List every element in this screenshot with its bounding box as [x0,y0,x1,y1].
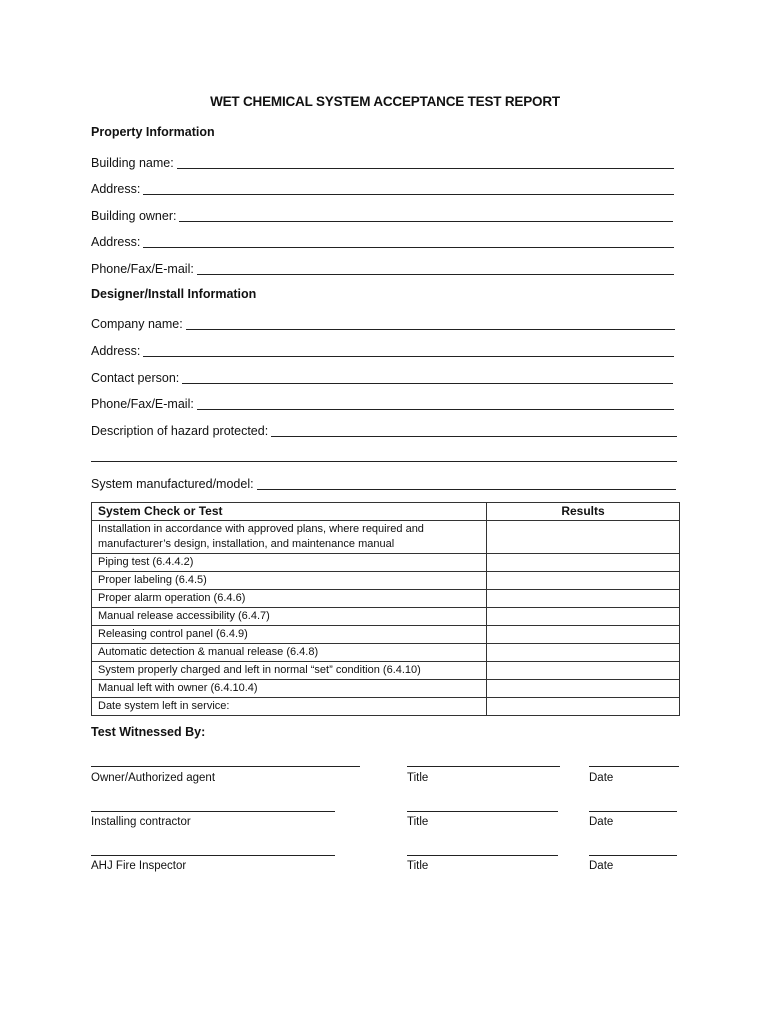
building-name-label: Building name: [91,156,174,170]
contact-person-label: Contact person: [91,371,180,385]
table-row [92,608,680,626]
check-item: Automatic detection & manual release (6.4.8) [92,644,487,662]
owner-phone-line[interactable] [197,262,674,275]
contractor-title-line[interactable] [407,811,558,812]
system-model-label: System manufactured/model: [91,477,254,491]
check-item: Date system left in service: [92,698,487,716]
table-row [92,644,680,662]
check-item: Proper alarm operation (6.4.6) [92,590,487,608]
inspector-date-label: Date [589,860,614,872]
owner-date-label: Date [589,772,614,784]
table-row [92,521,680,554]
property-address-line[interactable] [143,182,674,195]
property-info-heading: Property Information [91,125,215,139]
system-model-field[interactable] [91,475,676,491]
inspector-date-line[interactable] [589,855,677,856]
hazard-description-field[interactable] [91,422,677,438]
hazard-description-line[interactable] [271,424,677,437]
result-cell[interactable] [487,644,680,662]
inspector-title-line[interactable] [407,855,558,856]
building-name-field[interactable] [91,154,674,170]
owner-signature-line[interactable] [91,766,360,767]
table-row [92,572,680,590]
results-column-header: Results [487,503,680,521]
property-address-field[interactable] [91,180,674,196]
company-name-label: Company name: [91,317,183,331]
result-cell[interactable] [487,626,680,644]
contractor-date-label: Date [589,816,614,828]
designer-info-heading: Designer/Install Information [91,287,257,301]
company-name-field[interactable] [91,315,675,331]
check-item: Releasing control panel (6.4.9) [92,626,487,644]
building-owner-field[interactable] [91,207,673,223]
result-cell[interactable] [487,680,680,698]
system-check-table [91,502,680,716]
property-address-label: Address: [91,182,141,196]
contractor-date-line[interactable] [589,811,677,812]
system-model-line[interactable] [257,477,676,490]
designer-address-line[interactable] [143,344,674,357]
result-cell[interactable] [487,608,680,626]
check-item: System properly charged and left in normal “set” condition (6.4.10) [92,662,487,680]
table-row [92,626,680,644]
table-row [92,662,680,680]
designer-phone-line[interactable] [197,397,674,410]
inspector-signature-line[interactable] [91,855,335,856]
result-cell[interactable] [487,698,680,716]
check-column-header: System Check or Test [92,503,487,521]
result-cell[interactable] [487,572,680,590]
owner-phone-field[interactable] [91,260,674,276]
inspector-title-label: Title [407,860,429,872]
contact-person-line[interactable] [182,371,673,384]
owner-date-line[interactable] [589,766,679,767]
check-item: Installation in accordance with approved plans, where required and manufacturer’s design, installation, and maintenance manual [92,521,487,554]
witness-heading: Test Witnessed By: [91,725,206,739]
designer-address-field[interactable] [91,342,674,358]
check-item: Manual left with owner (6.4.10.4) [92,680,487,698]
table-header-row [92,503,680,521]
owner-signature-label: Owner/Authorized agent [91,772,216,784]
hazard-description-line-2[interactable] [91,461,677,462]
result-cell[interactable] [487,521,680,554]
contractor-title-label: Title [407,816,429,828]
contractor-signature-label: Installing contractor [91,816,191,828]
check-item: Manual release accessibility (6.4.7) [92,608,487,626]
building-owner-line[interactable] [179,209,673,222]
contractor-signature-line[interactable] [91,811,335,812]
table-row [92,680,680,698]
designer-phone-label: Phone/Fax/E-mail: [91,397,194,411]
table-row [92,554,680,572]
check-item: Proper labeling (6.4.5) [92,572,487,590]
designer-phone-field[interactable] [91,395,674,411]
building-name-line[interactable] [177,156,674,169]
report-title: WET CHEMICAL SYSTEM ACCEPTANCE TEST REPORT [210,94,560,109]
company-name-line[interactable] [186,317,675,330]
result-cell[interactable] [487,590,680,608]
building-owner-label: Building owner: [91,209,177,223]
owner-address-line[interactable] [143,235,674,248]
result-cell[interactable] [487,662,680,680]
contact-person-field[interactable] [91,369,673,385]
inspector-signature-label: AHJ Fire Inspector [91,860,187,872]
owner-address-field[interactable] [91,233,674,249]
result-cell[interactable] [487,554,680,572]
check-item: Piping test (6.4.4.2) [92,554,487,572]
hazard-description-label: Description of hazard protected: [91,424,269,438]
table-row [92,590,680,608]
owner-phone-label: Phone/Fax/E-mail: [91,262,194,276]
owner-title-label: Title [407,772,429,784]
owner-title-line[interactable] [407,766,560,767]
designer-address-label: Address: [91,344,141,358]
owner-address-label: Address: [91,235,141,249]
table-row [92,698,680,716]
